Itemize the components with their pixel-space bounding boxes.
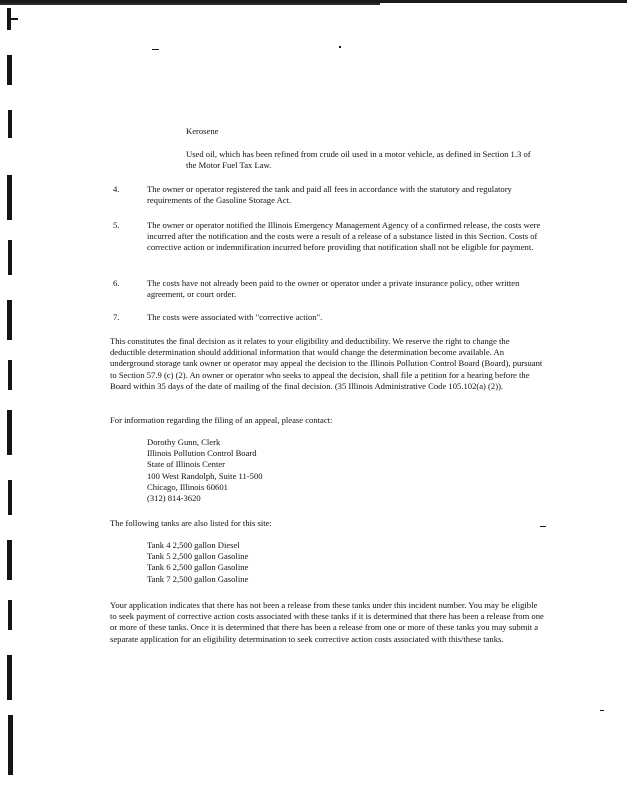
- closing-paragraph: Your application indicates that there has not been a release from these tanks under this incident number. You may be eligible to seek payment of corrective action costs associated with these tanks if it is determined that there has been a release from one or more of these tanks. Once it is determined that there has been a release from one or more of these tanks you may submit a separate application for an eligibility determination to seek corrective action costs associated with this/these tanks.: [110, 600, 544, 644]
- contact-street: 100 West Randolph, Suite 11-500: [147, 470, 263, 481]
- item-text: The owner or operator notified the Illinois Emergency Management Agency of a confirmed release, the costs were incurred after the notification and the costs were a result of a release of a substance listed in this Section. Costs of corrective action or indemnification incurred before providing that notification shall not be eligible for payment.: [147, 220, 541, 253]
- scan-speck: [600, 710, 604, 711]
- tank-item: Tank 7 2,500 gallon Gasoline: [147, 573, 249, 584]
- item-number: 6.: [113, 278, 120, 288]
- scan-speck: [152, 49, 159, 50]
- contact-building: State of Illinois Center: [147, 459, 226, 470]
- item-text: The costs were associated with "corrective action".: [147, 312, 323, 322]
- contact-city: Chicago, Illinois 60601: [147, 481, 228, 492]
- item-number: 7.: [113, 312, 120, 322]
- fuel-type-kerosene: Kerosene: [186, 126, 219, 136]
- contact-phone: (312) 814-3620: [147, 493, 201, 504]
- item-text: The costs have not already been paid to the owner or operator under a private insurance policy, other written agreement, or court order.: [147, 278, 520, 300]
- item-number: 4.: [113, 184, 120, 194]
- item-text: The owner or operator registered the tank and paid all fees in accordance with the statutory and regulatory requirements of the Gasoline Storage Act.: [147, 184, 512, 206]
- appeal-info-line: For information regarding the filing of an appeal, please contact:: [110, 415, 333, 425]
- tank-item: Tank 4 2,500 gallon Diesel: [147, 540, 240, 550]
- tanks-intro: The following tanks are also listed for this site:: [110, 518, 272, 528]
- contact-name: Dorothy Gunn, Clerk: [147, 437, 221, 447]
- item-number: 5.: [113, 220, 120, 230]
- contact-org: Illinois Pollution Control Board: [147, 448, 257, 459]
- tank-item: Tank 6 2,500 gallon Gasoline: [147, 562, 249, 573]
- scan-speck: [339, 46, 341, 48]
- fuel-type-used-oil: Used oil, which has been refined from crude oil used in a motor vehicle, as defined in Section 1.3 of the Motor Fuel Tax Law.: [186, 149, 531, 171]
- contact-address-block: [147, 437, 263, 504]
- final-decision-paragraph: This constitutes the final decision as it relates to your eligibility and deductibility. We reserve the right to change the deductible determination should additional information that would change the determination become available. An underground storage tank owner or operator may appeal the decision to the Illinois Pollution Control Board (Board), pursuant to Section 57.9 (c) (2). An owner or operator who seeks to appeal the decision, shall file a petition for a hearing before the Board within 35 days of the date of mailing of the final decision. (35 Illinois Administrative Code 105.102(a) (2)).: [110, 336, 543, 391]
- tank-item: Tank 5 2,500 gallon Gasoline: [147, 551, 249, 562]
- scan-speck: [540, 526, 546, 527]
- scan-top-edge-shadow: [0, 3, 380, 5]
- tanks-list: [147, 540, 248, 585]
